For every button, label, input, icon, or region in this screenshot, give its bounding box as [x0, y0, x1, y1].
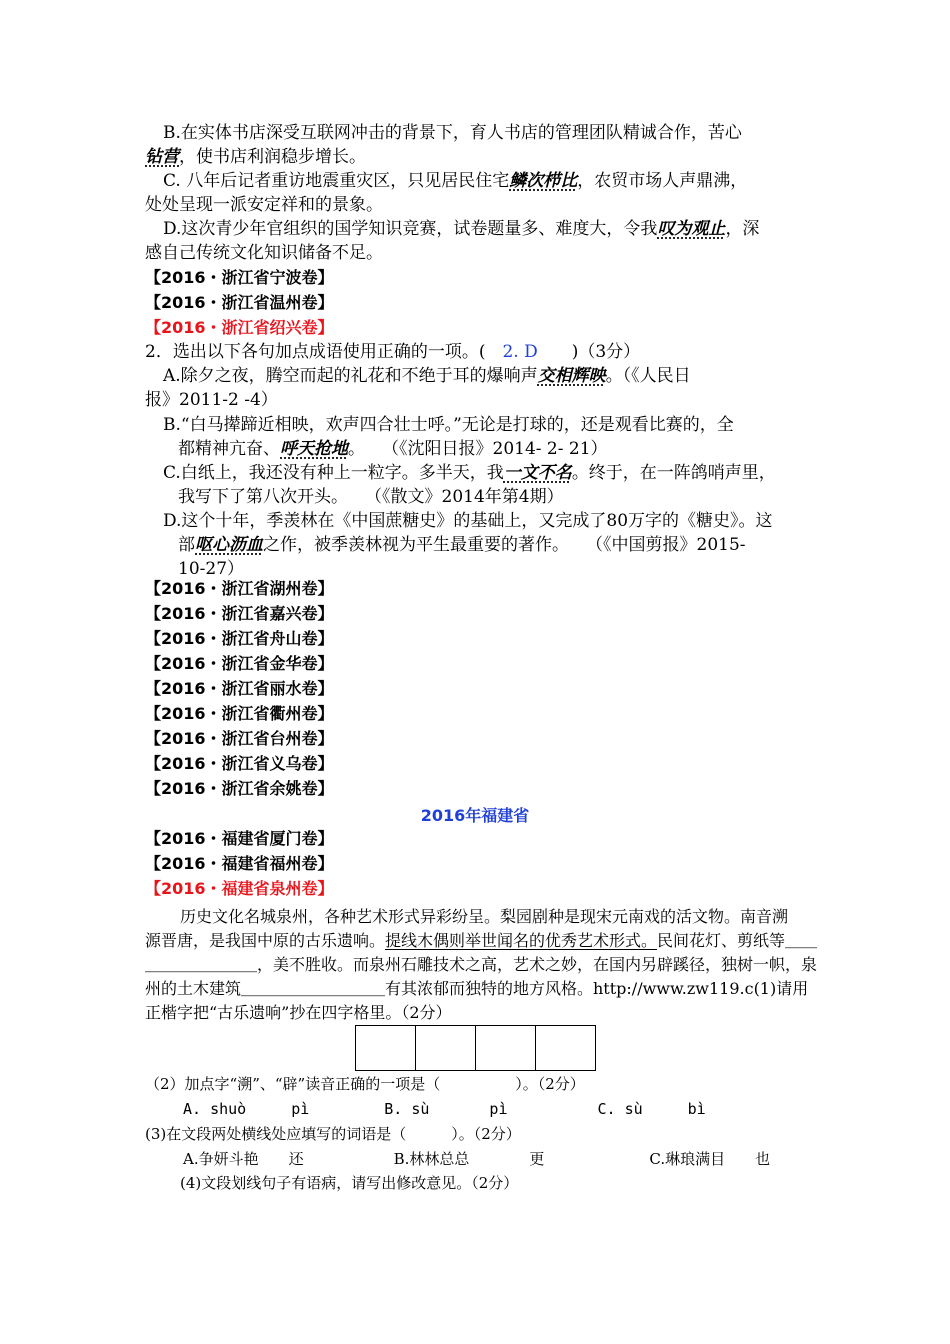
- exam-header-yiwu: 【2016・浙江省义乌卷】: [145, 754, 334, 773]
- q1-option-b-line2: [145, 146, 366, 168]
- q2-a-post: 。（《人民日: [605, 366, 691, 386]
- q2-option-b: B.“白马撵蹄近相映，欢声四合壮士呼。”无论是打球的，还是观看比赛的，全: [163, 415, 734, 435]
- q2-b-idiom: 呼天抢地: [280, 439, 348, 459]
- q1-b-idiom: 钻营: [145, 147, 179, 167]
- sub-question-3-options: A.争妍斗艳 还 B.林林总总 更 C.琳琅满目 也: [183, 1150, 771, 1168]
- exam-header-jinhua: 【2016・浙江省金华卷】: [145, 654, 334, 673]
- q2-d-post: 之作，被季羡林视为平生最重要的著作。 （《中国剪报》2015-: [263, 535, 746, 555]
- q2-option-d: D.这个十年，季羡林在《中国蔗糖史》的基础上，又完成了80万字的《糖史》。这: [163, 511, 773, 531]
- q2-a-idiom: 交相辉映: [537, 366, 606, 386]
- grid-cell-3[interactable]: [476, 1026, 536, 1070]
- grid-cell-4[interactable]: [536, 1026, 595, 1070]
- exam-header-shaoxing: 【2016・浙江省绍兴卷】: [145, 318, 334, 337]
- q2-stem-post: )（3分）: [571, 342, 641, 362]
- q2-b-post: 。 （《沈阳日报》2014- 2- 21）: [348, 439, 608, 459]
- q2-option-a: [163, 365, 691, 387]
- q2-option-d-line2: [178, 534, 746, 556]
- passage-l2-post: 民间花灯、剪纸等＿＿: [657, 931, 818, 950]
- exam-header-taizhou: 【2016・浙江省台州卷】: [145, 729, 334, 748]
- q2-option-c: [163, 462, 776, 484]
- exam-header-lishui: 【2016・浙江省丽水卷】: [145, 679, 334, 698]
- q1-option-c-line2: 处处呈现一派安定祥和的景象。: [145, 195, 383, 215]
- q2-option-c-line2: 我写下了第八次开头。 （《散文》2014年第4期）: [178, 487, 564, 507]
- q2-option-d-line3: 10-27）: [178, 559, 245, 579]
- q1-b-line1: B.在实体书店深受互联网冲击的背景下，育人书店的管理团队精诚合作，苦心: [163, 123, 742, 143]
- q1-option-c: [163, 170, 747, 192]
- q1-option-d: [163, 218, 759, 240]
- q2-d-idiom: 呕心沥血: [195, 535, 263, 555]
- q2-option-a-line2: 报》2011-2 -4）: [145, 390, 278, 410]
- passage-underlined-sentence: 提线木偶则举世闻名的优秀艺术形式。: [385, 931, 658, 950]
- q1-d-idiom: 叹为观止: [657, 219, 726, 239]
- q1-option-d-line2: 感自己传统文化知识储备不足。: [145, 243, 383, 263]
- exam-header-wenzhou: 【2016・浙江省温州卷】: [145, 293, 334, 312]
- passage-line-5: 正楷字把“古乐遗响”抄在四字格里。（2分）: [145, 1003, 452, 1022]
- exam-header-quzhou: 【2016・浙江省衢州卷】: [145, 704, 334, 723]
- q1-d-pre: D.这次青少年官组织的国学知识竞赛，试卷题量多、难度大，令我: [163, 219, 658, 239]
- exam-header-zhoushan: 【2016・浙江省舟山卷】: [145, 629, 334, 648]
- sub-question-2-options: A. shuò pì B. sù pì C. sù bì: [183, 1100, 706, 1118]
- grid-cell-1[interactable]: [356, 1026, 416, 1070]
- sub-question-2: （2）加点字“溯”、“辟”读音正确的一项是（ ）。（2分）: [145, 1075, 585, 1093]
- q2-a-pre: A.除夕之夜，腾空而起的礼花和不绝于耳的爆响声: [163, 366, 538, 386]
- q2-stem-pre: 2．选出以下各句加点成语使用正确的一项。(: [145, 342, 486, 362]
- exam-header-fuzhou: 【2016・福建省福州卷】: [145, 854, 334, 873]
- exam-header-jiaxing: 【2016・浙江省嘉兴卷】: [145, 604, 334, 623]
- passage-line-2: [145, 930, 817, 952]
- q1-c-idiom: 鳞次栉比: [509, 171, 578, 191]
- q2-option-b-line2: [178, 438, 608, 460]
- q1-d-post: ，深: [725, 219, 760, 239]
- q1-c-post: ，农贸市场人声鼎沸，: [577, 171, 748, 191]
- passage-line-4: 州的土木建筑＿＿＿＿＿＿＿＿＿有其浓郁而独特的地方风格。http://www.zw119.c(1)请用: [145, 979, 809, 998]
- section-title-fujian: 2016年福建省: [420, 806, 530, 825]
- exam-header-quanzhou: 【2016・福建省泉州卷】: [145, 879, 334, 898]
- q1-option-b: [163, 122, 742, 144]
- exam-header-xiamen: 【2016・福建省厦门卷】: [145, 829, 334, 848]
- q2-d-pre: 部: [178, 535, 195, 555]
- q2-c-idiom: 一文不名: [503, 463, 572, 483]
- exam-header-ningbo: 【2016・浙江省宁波卷】: [145, 268, 334, 287]
- passage-line-1: 历史文化名城泉州，各种艺术形式异彩纷呈。梨园剧种是现宋元南戏的活文物。南音溯: [180, 907, 789, 926]
- four-character-grid[interactable]: [355, 1025, 596, 1071]
- grid-cell-2[interactable]: [416, 1026, 476, 1070]
- exam-header-huzhou: 【2016・浙江省湖州卷】: [145, 579, 334, 598]
- q2-b-pre: 都精神亢奋、: [178, 439, 280, 459]
- q2-c-pre: C.白纸上，我还没有种上一粒字。多半天，我: [163, 463, 504, 483]
- q2-answer: 2. D: [502, 342, 538, 362]
- sub-question-4: (4)文段划线句子有语病，请写出修改意见。（2分）: [180, 1174, 519, 1192]
- q1-b-rest: ，使书店利润稳步增长。: [179, 147, 366, 167]
- q1-c-pre: C. 八年后记者重访地震重灾区，只见居民住宅: [163, 171, 510, 191]
- passage-l2-pre: 源晋唐，是我国中原的古乐遗响。: [145, 931, 386, 950]
- exam-header-yuyao: 【2016・浙江省余姚卷】: [145, 779, 334, 798]
- sub-question-3: (3)在文段两处横线处应填写的词语是（ ）。（2分）: [145, 1125, 521, 1143]
- q2-c-post: 。终于，在一阵鸽哨声里，: [571, 463, 776, 483]
- q2-stem: [145, 341, 640, 363]
- passage-line-3: ＿＿＿＿＿＿＿，美不胜收。而泉州石雕技术之高，艺术之妙，在国内另辟蹊径，独树一帜，泉: [145, 955, 818, 974]
